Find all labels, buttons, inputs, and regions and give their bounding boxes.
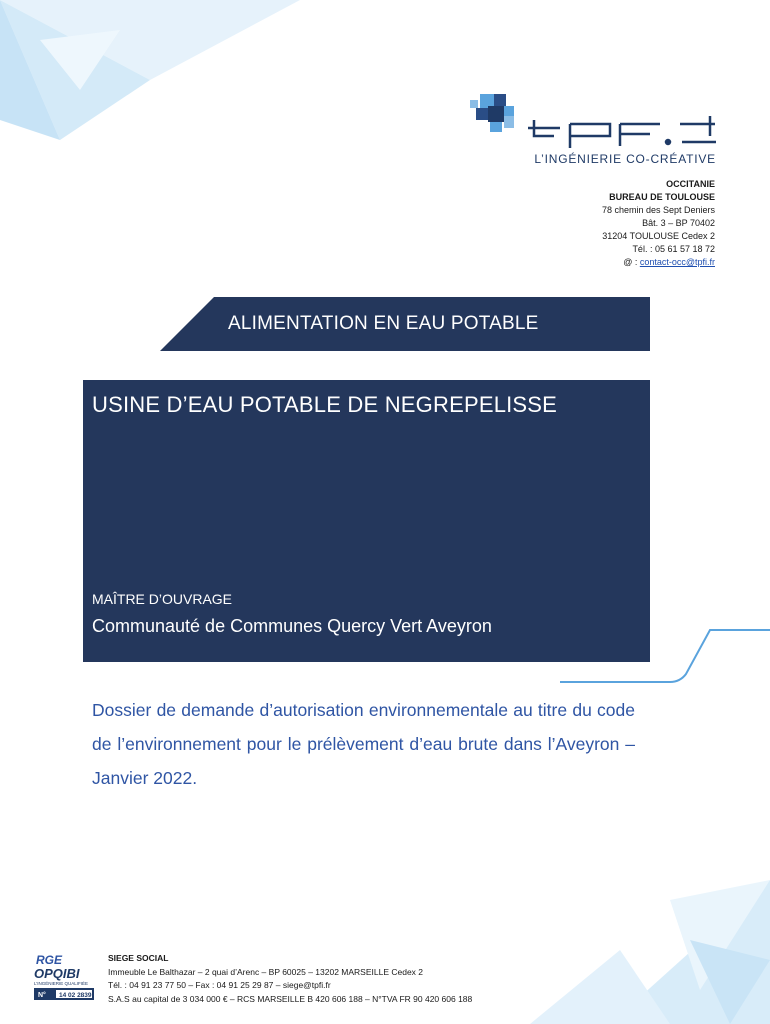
rge-opqibi-logo: [32, 950, 96, 1002]
svg-text:L’INGÉNIERIE QUALIFIÉE: L’INGÉNIERIE QUALIFIÉE: [34, 981, 89, 986]
svg-text:OPQIBI: OPQIBI: [34, 966, 80, 981]
category-label: ALIMENTATION EN EAU POTABLE: [228, 313, 539, 334]
owner-value: Communauté de Communes Quercy Vert Aveyron: [92, 616, 492, 636]
svg-text:RGE: RGE: [36, 953, 63, 967]
address-city: 31204 TOULOUSE Cedex 2: [602, 231, 715, 241]
address-phone: Tél. : 05 61 57 18 72: [632, 244, 715, 254]
bottom-right-decoration: [470, 880, 770, 1024]
address-street: 78 chemin des Sept Deniers: [601, 205, 715, 215]
document-description: Dossier de demande d’autorisation environnementale au titre du code de l’environnement pour le prélèvement d’eau brute dans l’Aveyron – Janvier 2022.: [92, 700, 635, 788]
address-email-line: [475, 256, 715, 269]
address-building: Bât. 3 – BP 70402: [642, 218, 715, 228]
footer-line-1: Immeuble Le Balthazar – 2 quai d’Arenc – BP 60025 – 13202 MARSEILLE Cedex 2: [108, 966, 424, 977]
email-link[interactable]: contact-occ@tpfi.fr: [639, 257, 715, 267]
tpfi-wordmark: [528, 116, 716, 148]
address-office: BUREAU DE TOULOUSE: [609, 192, 715, 202]
footer-line-2: Tél. : 04 91 23 77 50 – Fax : 04 91 25 29 87 – siege@tpfi.fr: [108, 980, 331, 990]
owner-label: MAÎTRE D’OUVRAGE: [92, 591, 233, 607]
logo-tagline: L’INGÉNIERIE CO-CRÉATIVE: [534, 152, 716, 166]
footer-heading: SIEGE SOCIAL: [108, 953, 169, 963]
email-prefix: @ :: [623, 257, 640, 267]
document-title: USINE D’EAU POTABLE DE NEGREPELISSE: [92, 392, 558, 417]
address-region: OCCITANIE: [666, 179, 715, 189]
svg-text:N°: N°: [38, 992, 46, 999]
footer-line-3: S.A.S au capital de 3 034 000 € – RCS MARSEILLE B 420 606 188 – N°TVA FR 90 420 606 188: [108, 993, 473, 1004]
head-office-info: [108, 952, 472, 1006]
top-left-decoration: [0, 0, 320, 160]
office-address: [475, 178, 715, 269]
svg-text:14 02 2839: 14 02 2839: [59, 992, 92, 999]
tpfi-logo-mark: [470, 84, 720, 154]
